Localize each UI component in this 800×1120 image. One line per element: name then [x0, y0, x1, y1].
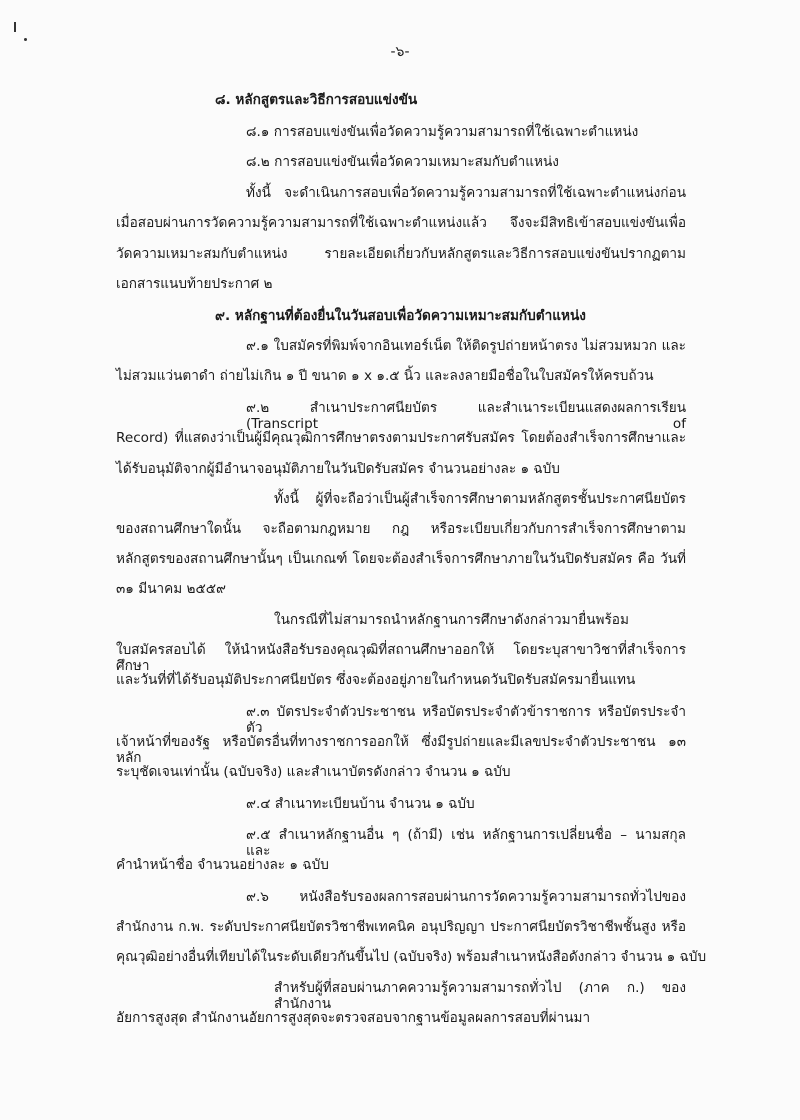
page-number: -๖- [390, 44, 410, 60]
section-9-item-1-line: ไม่สวมแว่นตาดำ ถ่ายไม่เกิน ๑ ปี ขนาด ๑ x ๑.๕ นิ้ว และลงลายมือชื่อในใบสมัครให้ครบถ้วน [116, 368, 654, 384]
section-9-item-3-line: ๙.๓ บัตรประจำตัวประชาชน หรือบัตรประจำตัวข้าราชการ หรือบัตรประจำตัว [246, 704, 686, 737]
section-9-item-2-line: Record) ที่แสดงว่าเป็นผู้มีคุณวุฒิการศึกษาตรงตามประกาศรับสมัคร โดยต้องสำเร็จการศึกษาและ [116, 430, 686, 446]
section-9-item-2-line: ๙.๒ สำเนาประกาศนียบัตร และสำเนาระเบียนแสดงผลการเรียน (Transcript of [246, 400, 686, 433]
section-8-paragraph-line: เอกสารแนบท้ายประกาศ ๒ [116, 276, 273, 292]
section-9-item-3-line: ระบุชัดเจนเท่านั้น (ฉบับจริง) และสำเนาบัตรดังกล่าว จำนวน ๑ ฉบับ [116, 764, 511, 780]
section-9-item-5-line: คำนำหน้าชื่อ จำนวนอย่างละ ๑ ฉบับ [116, 857, 329, 873]
section-9-item-2-note-line: ๓๑ มีนาคม ๒๕๕๙ [116, 581, 226, 597]
scan-mark [14, 22, 16, 32]
section-9-item-6-line: สำนักงาน ก.พ. ระดับประกาศนียบัตรวิชาชีพเทคนิค อนุปริญญา ประกาศนียบัตรวิชาชีพชั้นสูง หรือ [116, 919, 686, 935]
section-9-item-6-note-line: สำหรับผู้ที่สอบผ่านภาคความรู้ความสามารถทั่วไป (ภาค ก.) ของสำนักงาน [274, 980, 686, 1013]
section-8-item-1: ๘.๑ การสอบแข่งขันเพื่อวัดความรู้ความสามารถที่ใช้เฉพาะตำแหน่ง [246, 124, 639, 140]
section-9-item-6-line: ๙.๖ หนังสือรับรองผลการสอบผ่านการวัดความรู้ความสามารถทั่วไปของ [246, 889, 686, 905]
section-8-paragraph-line: วัดความเหมาะสมกับตำแหน่ง รายละเอียดเกี่ยวกับหลักสูตรและวิธีการสอบแข่งขันปรากฏตาม [116, 246, 686, 262]
section-9-item-2-case-line: ในกรณีที่ไม่สามารถนำหลักฐานการศึกษาดังกล่าวมายื่นพร้อม [274, 612, 629, 628]
section-8-item-2: ๘.๒ การสอบแข่งขันเพื่อวัดความเหมาะสมกับตำแหน่ง [246, 154, 559, 170]
section-9-item-2-line: ได้รับอนุมัติจากผู้มีอำนาจอนุมัติภายในวันปิดรับสมัคร จำนวนอย่างละ ๑ ฉบับ [116, 461, 560, 477]
section-9-item-5-line: ๙.๕ สำเนาหลักฐานอื่น ๆ (ถ้ามี) เช่น หลักฐานการเปลี่ยนชื่อ – นามสกุล และ [246, 827, 686, 860]
section-8-heading: ๘. หลักสูตรและวิธีการสอบแข่งขัน [215, 92, 418, 108]
section-9-item-2-case-line: ใบสมัครสอบได้ ให้นำหนังสือรับรองคุณวุฒิที่สถานศึกษาออกให้ โดยระบุสาขาวิชาที่สำเร็จการศึกษา [116, 642, 686, 675]
section-9-item-6-note-line: อัยการสูงสุด สำนักงานอัยการสูงสุดจะตรวจสอบจากฐานข้อมูลผลการสอบที่ผ่านมา [116, 1010, 591, 1026]
section-8-paragraph-line: ทั้งนี้ จะดำเนินการสอบเพื่อวัดความรู้ความสามารถที่ใช้เฉพาะตำแหน่งก่อน [246, 185, 686, 201]
section-9-item-1-line: ๙.๑ ใบสมัครที่พิมพ์จากอินเทอร์เน็ต ให้ติดรูปถ่ายหน้าตรง ไม่สวมหมวก และ [246, 338, 686, 354]
section-9-item-2-note-line: หลักสูตรของสถานศึกษานั้นๆ เป็นเกณฑ์ โดยจะต้องสำเร็จการศึกษาภายในวันปิดรับสมัคร คือ วันที่ [116, 551, 686, 567]
section-9-item-3-line: เจ้าหน้าที่ของรัฐ หรือบัตรอื่นที่ทางราชการออกให้ ซึ่งมีรูปถ่ายและมีเลขประจำตัวประชาชน ๑๓ หลัก [116, 734, 686, 767]
section-9-item-2-case-line: และวันที่ที่ได้รับอนุมัติประกาศนียบัตร ซึ่งจะต้องอยู่ภายในกำหนดวันปิดรับสมัครมายื่นแทน [116, 672, 636, 688]
section-9-item-2-note-line: ของสถานศึกษาใดนั้น จะถือตามกฎหมาย กฎ หรือระเบียบเกี่ยวกับการสำเร็จการศึกษาตาม [116, 521, 686, 537]
section-9-item-4: ๙.๔ สำเนาทะเบียนบ้าน จำนวน ๑ ฉบับ [246, 796, 475, 812]
section-9-heading: ๙. หลักฐานที่ต้องยื่นในวันสอบเพื่อวัดความเหมาะสมกับตำแหน่ง [215, 308, 586, 324]
section-9-item-2-note-line: ทั้งนี้ ผู้ที่จะถือว่าเป็นผู้สำเร็จการศึกษาตามหลักสูตรชั้นประกาศนียบัตร [274, 491, 686, 507]
section-9-item-6-line: คุณวุฒิอย่างอื่นที่เทียบได้ในระดับเดียวกันขึ้นไป (ฉบับจริง) พร้อมสำเนาหนังสือดังกล่าว จำนวน ๑ ฉบับ [116, 949, 707, 965]
section-8-paragraph-line: เมื่อสอบผ่านการวัดความรู้ความสามารถที่ใช้เฉพาะตำแหน่งแล้ว จึงจะมีสิทธิเข้าสอบแข่งขันเพื่อ [116, 215, 686, 231]
scan-dot [24, 38, 27, 41]
